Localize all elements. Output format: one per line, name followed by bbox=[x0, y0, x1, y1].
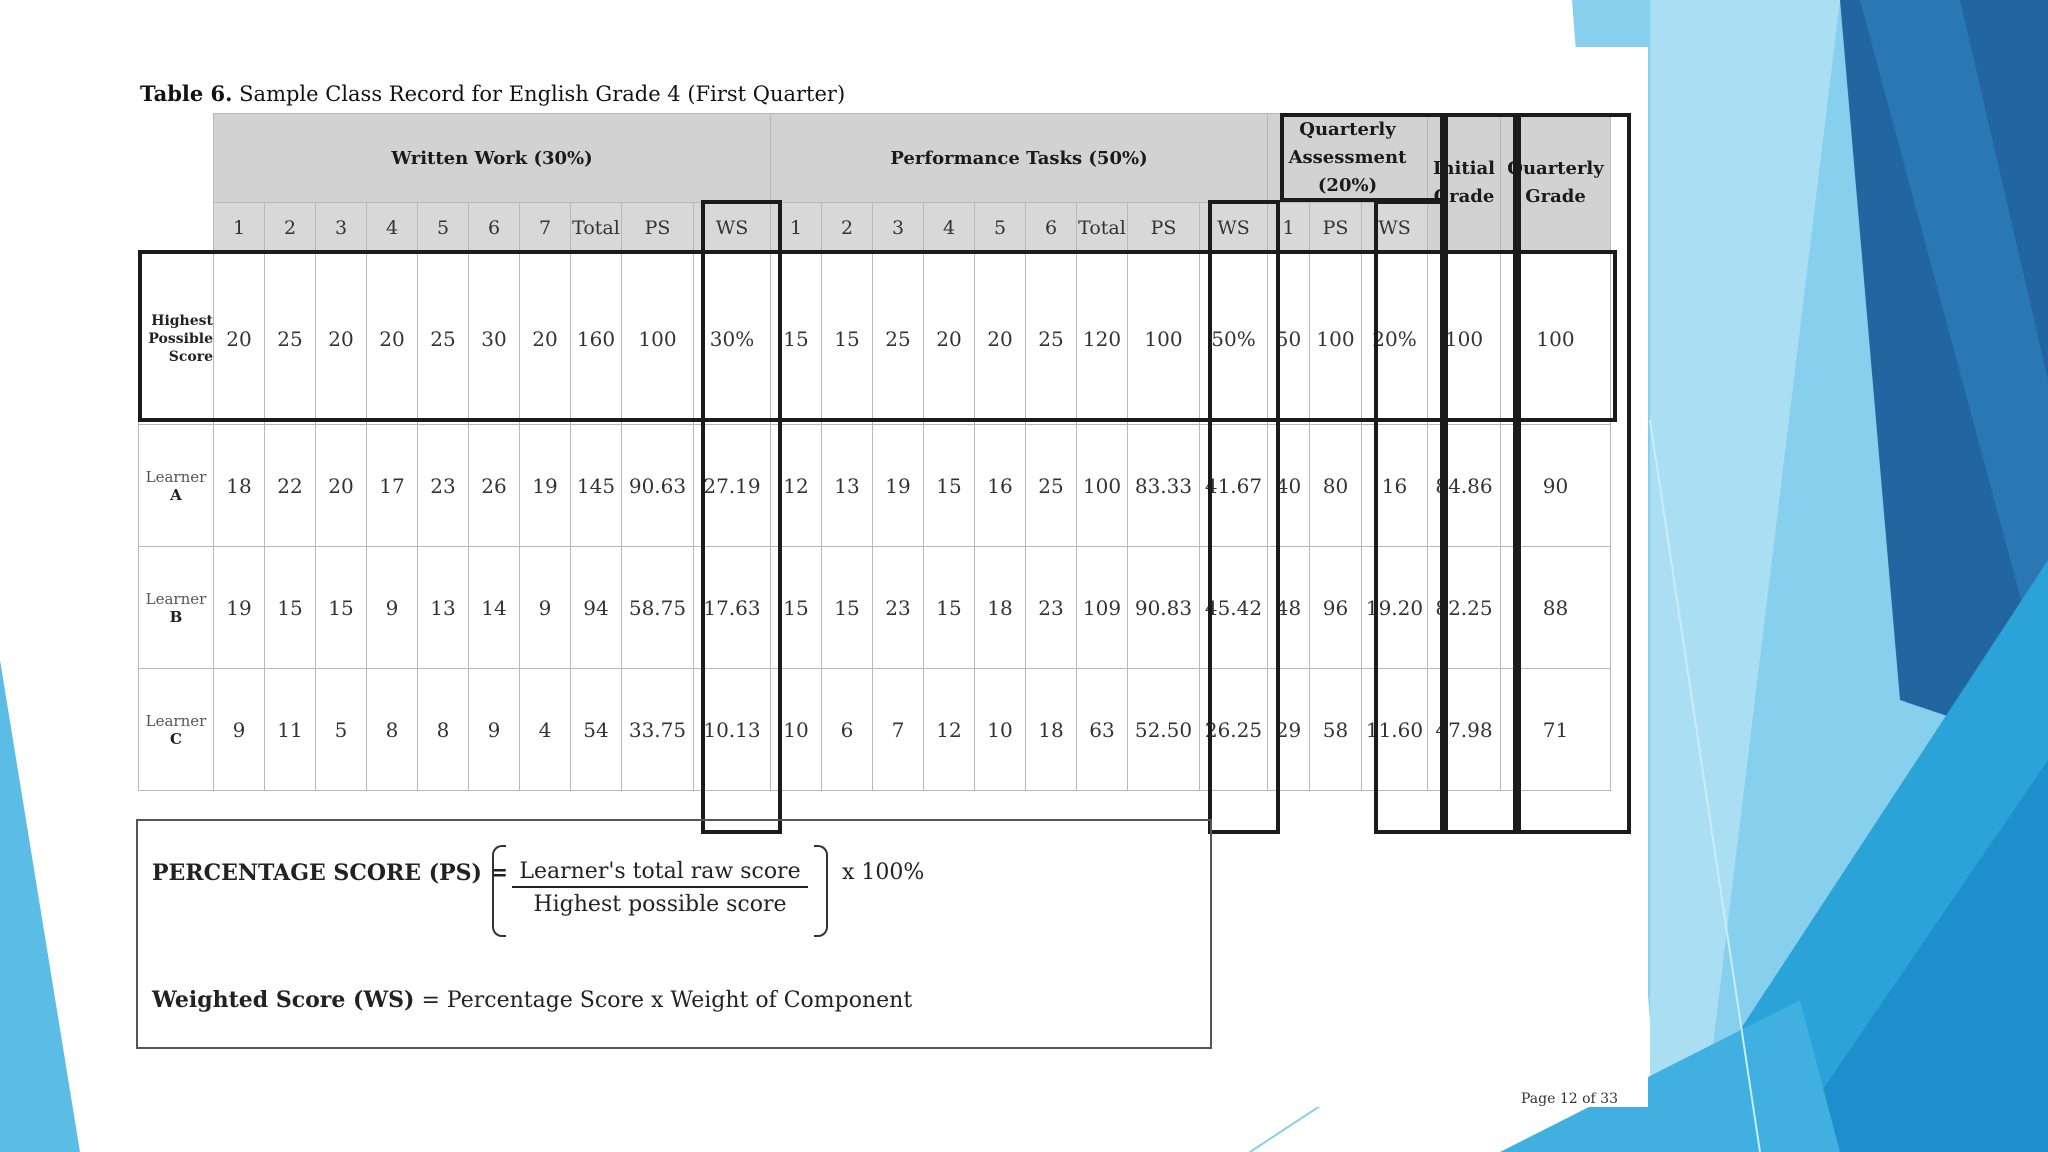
caption-text: Sample Class Record for English Grade 4 (First Quarter) bbox=[239, 82, 846, 106]
score-cell: 58 bbox=[1310, 669, 1362, 791]
score-cell: 9 bbox=[367, 547, 418, 669]
score-cell: 100 bbox=[1428, 253, 1501, 425]
score-cell: 15 bbox=[822, 547, 873, 669]
table-caption bbox=[140, 81, 845, 106]
class-record-table bbox=[138, 113, 1611, 791]
subheader-cell: 1 bbox=[1268, 203, 1310, 253]
score-cell: 120 bbox=[1077, 253, 1128, 425]
row-label bbox=[139, 547, 214, 669]
score-cell: 5 bbox=[316, 669, 367, 791]
ws-text: = Percentage Score x Weight of Component bbox=[421, 988, 913, 1013]
subheader-cell: WS bbox=[1200, 203, 1268, 253]
score-cell: 19 bbox=[873, 425, 924, 547]
score-cell: 11 bbox=[265, 669, 316, 791]
score-cell: 8 bbox=[367, 669, 418, 791]
score-cell: 15 bbox=[771, 253, 822, 425]
fraction-denominator: Highest possible score bbox=[533, 892, 787, 917]
score-cell: 20 bbox=[924, 253, 975, 425]
score-cell: 52.50 bbox=[1128, 669, 1200, 791]
subheader-cell: 3 bbox=[316, 203, 367, 253]
score-cell: 22 bbox=[265, 425, 316, 547]
score-cell: 15 bbox=[771, 547, 822, 669]
score-cell: 9 bbox=[520, 547, 571, 669]
score-cell: 15 bbox=[316, 547, 367, 669]
score-cell: 50 bbox=[1268, 253, 1310, 425]
score-cell: 94 bbox=[571, 547, 622, 669]
score-cell: 41.67 bbox=[1200, 425, 1268, 547]
subheader-cell: 4 bbox=[924, 203, 975, 253]
initial-grade-header: Initial Grade bbox=[1428, 114, 1501, 253]
score-cell: 29 bbox=[1268, 669, 1310, 791]
score-cell: 15 bbox=[822, 253, 873, 425]
score-cell: 88 bbox=[1501, 547, 1611, 669]
subheader-cell: 6 bbox=[469, 203, 520, 253]
fraction-numerator: Learner's total raw score bbox=[512, 859, 808, 888]
score-cell: 96 bbox=[1310, 547, 1362, 669]
subheader-cell: 2 bbox=[822, 203, 873, 253]
score-cell: 18 bbox=[975, 547, 1026, 669]
learner-word: Learner bbox=[145, 711, 207, 730]
score-cell: 30% bbox=[694, 253, 771, 425]
score-cell: 100 bbox=[1310, 253, 1362, 425]
score-cell: 19 bbox=[520, 425, 571, 547]
score-cell: 54 bbox=[571, 669, 622, 791]
score-cell: 15 bbox=[924, 425, 975, 547]
score-cell: 17.63 bbox=[694, 547, 771, 669]
subheader-cell: 1 bbox=[771, 203, 822, 253]
score-cell: 47.98 bbox=[1428, 669, 1501, 791]
score-cell: 4 bbox=[520, 669, 571, 791]
score-cell: 26.25 bbox=[1200, 669, 1268, 791]
score-cell: 25 bbox=[873, 253, 924, 425]
row-label bbox=[139, 669, 214, 791]
left-bracket bbox=[492, 845, 506, 937]
score-cell: 83.33 bbox=[1128, 425, 1200, 547]
score-cell: 10 bbox=[975, 669, 1026, 791]
score-cell: 15 bbox=[265, 547, 316, 669]
score-cell: 50% bbox=[1200, 253, 1268, 425]
score-cell: 18 bbox=[1026, 669, 1077, 791]
score-cell: 19 bbox=[214, 547, 265, 669]
document-page bbox=[120, 47, 1648, 1107]
score-cell: 8 bbox=[418, 669, 469, 791]
score-cell: 20% bbox=[1362, 253, 1428, 425]
score-cell: 20 bbox=[520, 253, 571, 425]
quarterly-grade-header: Quarterly Grade bbox=[1501, 114, 1611, 253]
score-cell: 80 bbox=[1310, 425, 1362, 547]
score-cell: 160 bbox=[571, 253, 622, 425]
written-work-header: Written Work (30%) bbox=[214, 114, 771, 203]
score-cell: 10 bbox=[771, 669, 822, 791]
score-cell: 27.19 bbox=[694, 425, 771, 547]
subheader-row bbox=[139, 203, 1611, 253]
learner-word: Learner bbox=[145, 467, 207, 486]
subheader-cell: 4 bbox=[367, 203, 418, 253]
subheader-cell: 1 bbox=[214, 203, 265, 253]
score-cell: 16 bbox=[975, 425, 1026, 547]
score-cell: 6 bbox=[822, 669, 873, 791]
score-cell: 63 bbox=[1077, 669, 1128, 791]
score-cell: 58.75 bbox=[622, 547, 694, 669]
score-cell: 14 bbox=[469, 547, 520, 669]
formula-box bbox=[136, 819, 1212, 1049]
subheader-cell: 6 bbox=[1026, 203, 1077, 253]
subheader-cell: 5 bbox=[418, 203, 469, 253]
corner-cell bbox=[139, 203, 214, 253]
learner-word: Learner bbox=[145, 589, 207, 608]
subheader-cell: Total bbox=[571, 203, 622, 253]
score-cell: 9 bbox=[214, 669, 265, 791]
ws-label: Weighted Score (WS) bbox=[152, 987, 415, 1013]
subheader-cell: Total bbox=[1077, 203, 1128, 253]
score-cell: 100 bbox=[1128, 253, 1200, 425]
score-cell: 13 bbox=[418, 547, 469, 669]
subheader-cell: PS bbox=[1128, 203, 1200, 253]
subheader-cell: WS bbox=[694, 203, 771, 253]
score-cell: 7 bbox=[873, 669, 924, 791]
ps-label: PERCENTAGE SCORE (PS) = bbox=[152, 860, 509, 886]
score-cell: 23 bbox=[873, 547, 924, 669]
bg-thin-line-2 bbox=[1250, 1106, 1320, 1152]
score-cell: 23 bbox=[418, 425, 469, 547]
learner-letter: C bbox=[170, 729, 182, 748]
subheader-cell: PS bbox=[622, 203, 694, 253]
subheader-cell: WS bbox=[1362, 203, 1428, 253]
score-cell: 100 bbox=[622, 253, 694, 425]
learner-row bbox=[139, 547, 1611, 669]
score-cell: 23 bbox=[1026, 547, 1077, 669]
score-cell: 25 bbox=[1026, 425, 1077, 547]
score-cell: 25 bbox=[265, 253, 316, 425]
quarterly-assessment-header: Quarterly Assessment (20%) bbox=[1268, 114, 1428, 203]
score-cell: 145 bbox=[571, 425, 622, 547]
subheader-cell: 3 bbox=[873, 203, 924, 253]
learner-row bbox=[139, 425, 1611, 547]
page-number: Page 12 of 33 bbox=[1521, 1091, 1618, 1107]
corner-cell bbox=[139, 114, 214, 203]
multiplier-text: x 100% bbox=[842, 860, 925, 885]
score-cell: 33.75 bbox=[622, 669, 694, 791]
score-cell: 19.20 bbox=[1362, 547, 1428, 669]
score-cell: 30 bbox=[469, 253, 520, 425]
subheader-cell: 5 bbox=[975, 203, 1026, 253]
learner-letter: A bbox=[170, 485, 182, 504]
learner-row bbox=[139, 669, 1611, 791]
score-cell: 90.83 bbox=[1128, 547, 1200, 669]
score-cell: 15 bbox=[924, 547, 975, 669]
bg-left-corner-shape bbox=[0, 660, 80, 1152]
learner-letter: B bbox=[169, 607, 183, 626]
score-cell: 12 bbox=[771, 425, 822, 547]
score-cell: 90.63 bbox=[622, 425, 694, 547]
score-cell: 100 bbox=[1077, 425, 1128, 547]
percentage-score-formula bbox=[152, 845, 1192, 945]
score-cell: 90 bbox=[1501, 425, 1611, 547]
score-cell: 10.13 bbox=[694, 669, 771, 791]
score-cell: 11.60 bbox=[1362, 669, 1428, 791]
score-cell: 20 bbox=[975, 253, 1026, 425]
score-cell: 71 bbox=[1501, 669, 1611, 791]
score-cell: 109 bbox=[1077, 547, 1128, 669]
score-cell: 25 bbox=[1026, 253, 1077, 425]
row-label bbox=[139, 425, 214, 547]
score-cell: 18 bbox=[214, 425, 265, 547]
score-cell: 40 bbox=[1268, 425, 1310, 547]
score-cell: 82.25 bbox=[1428, 547, 1501, 669]
weighted-score-formula bbox=[152, 987, 912, 1013]
fraction bbox=[512, 859, 808, 917]
score-cell: 16 bbox=[1362, 425, 1428, 547]
score-cell: 45.42 bbox=[1200, 547, 1268, 669]
score-cell: 20 bbox=[316, 253, 367, 425]
score-cell: 9 bbox=[469, 669, 520, 791]
score-cell: 12 bbox=[924, 669, 975, 791]
caption-label: Table 6. bbox=[140, 81, 233, 106]
score-cell: 100 bbox=[1501, 253, 1611, 425]
subheader-cell: PS bbox=[1310, 203, 1362, 253]
score-cell: 84.86 bbox=[1428, 425, 1501, 547]
subheader-cell: 2 bbox=[265, 203, 316, 253]
score-cell: 20 bbox=[367, 253, 418, 425]
score-cell: 25 bbox=[418, 253, 469, 425]
right-bracket bbox=[814, 845, 828, 937]
score-cell: 26 bbox=[469, 425, 520, 547]
highest-possible-score-row bbox=[139, 253, 1611, 425]
subheader-cell: 7 bbox=[520, 203, 571, 253]
score-cell: 48 bbox=[1268, 547, 1310, 669]
row-label: Highest Possible Score bbox=[139, 253, 214, 425]
score-cell: 17 bbox=[367, 425, 418, 547]
performance-tasks-header: Performance Tasks (50%) bbox=[771, 114, 1268, 203]
score-cell: 13 bbox=[822, 425, 873, 547]
score-cell: 20 bbox=[316, 425, 367, 547]
score-cell: 20 bbox=[214, 253, 265, 425]
